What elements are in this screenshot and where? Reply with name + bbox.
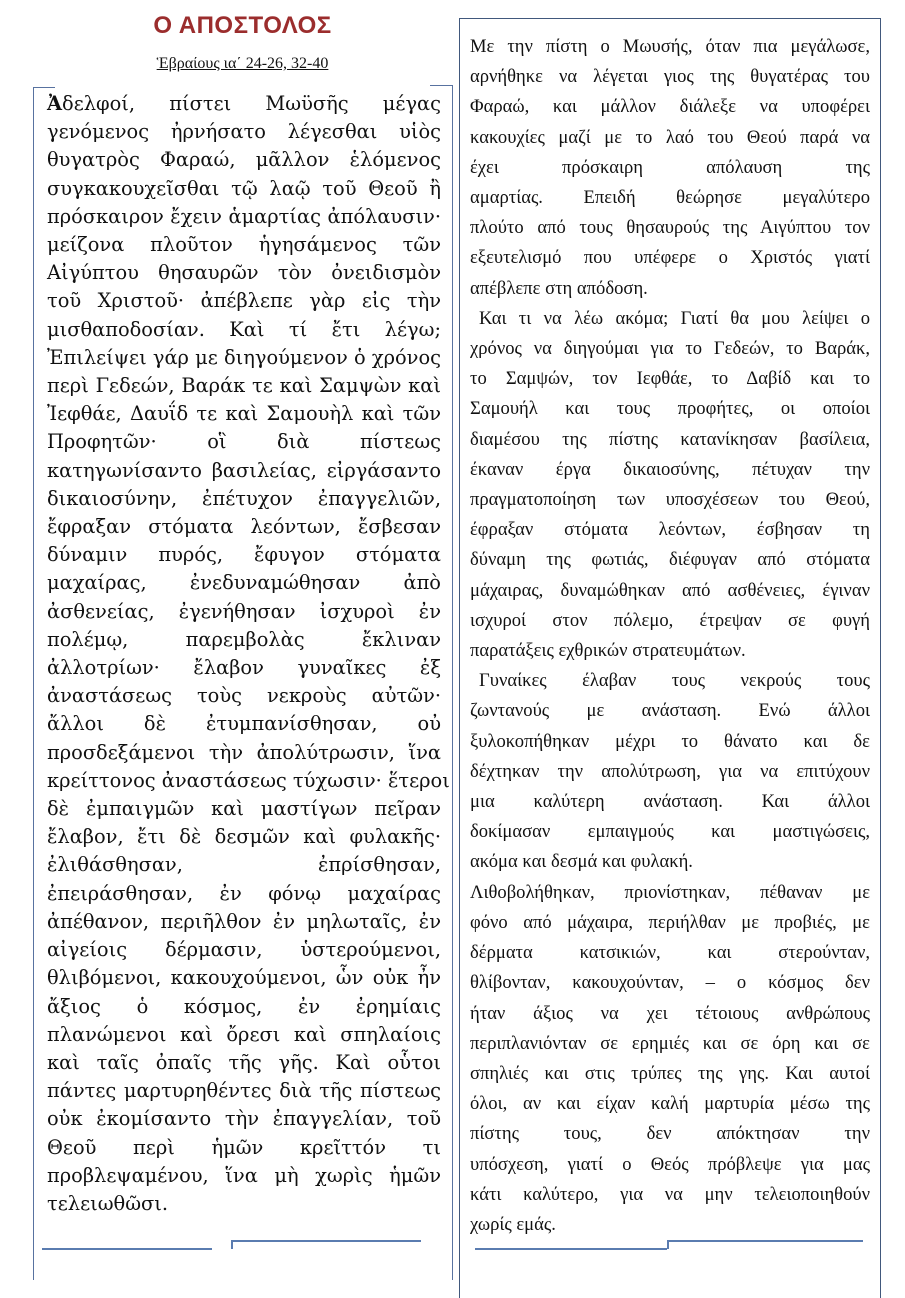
original-text-line: Ἀδελφοί, πίστει Μωϋσῆς μέγας: [47, 92, 441, 115]
translation-text-line: πραγματοποίηση των υποσχέσεων του Θεού,: [470, 489, 870, 511]
original-text-line: Αἰγύπτου θησαυρῶν τὸν ὀνειδισμὸν: [47, 261, 441, 285]
translation-text-line: μια καλύτερη ανάσταση. Και άλλοι: [470, 791, 870, 813]
original-text-line: ἀναστάσεως τοὺς νεκροὺς αὐτῶν·: [47, 684, 441, 708]
original-text-line: δὲ ἐμπαιγμῶν καὶ μαστίγων πεῖραν: [47, 797, 441, 821]
original-text-line: συγκακουχεῖσθαι τῷ λαῷ τοῦ Θεοῦ ἢ: [47, 176, 441, 200]
translation-text-line: διαμέσου της πίστης κατανίκησαν βασίλεια,: [470, 428, 870, 450]
original-text-line: ἀπέθανον, περιῆλθον ἐν μηλωταῖς, ἐν: [47, 909, 441, 933]
translation-text-line: ακόμα και δεσμά και φυλακή.: [470, 851, 693, 873]
original-text-line: ἀσθενείας, ἐγενήθησαν ἰσχυροὶ ἐν: [47, 599, 441, 623]
translation-text-line: πίστης τους, δεν απόκτησαν την: [470, 1123, 870, 1145]
translation-text-line: πλούτο από τους θησαυρούς της Αιγύπτου τον: [470, 217, 870, 239]
translation-text-line: χωρίς εμάς.: [470, 1213, 556, 1235]
translation-text-line: μάχαιρας, δυναμώθηκαν από ασθένειες, έγιναν: [470, 579, 870, 601]
translation-text-line: αμαρτίας. Επειδή θεώρησε μεγαλύτερο: [470, 187, 870, 209]
translation-text-line: χρόνος να διηγούμαι για το Γεδεών, το Βαράκ,: [470, 338, 870, 360]
original-text-line: γενόμενος ἠρνήσατο λέγεσθαι υἱὸς: [47, 120, 441, 144]
original-text-line: πλανώμενοι καὶ ὄρεσι καὶ σπηλαίοις: [47, 1022, 441, 1046]
original-text: [47, 90, 450, 1218]
translation-text-line: κάτι καλύτερο, για να μην τελειοποιηθούν: [470, 1183, 870, 1205]
translation-text-line: κακουχίες μαζί με το λαό του Θεού παρά να: [470, 126, 870, 148]
original-text-line: ἐλιθάσθησαν, ἐπρίσθησαν,: [47, 853, 441, 877]
original-text-line: κρείττονος ἀναστάσεως τύχωσιν· ἕτεροι: [47, 768, 450, 792]
original-text-line: προβλεψαμένου, ἵνα μὴ χωρὶς ἡμῶν: [47, 1163, 441, 1187]
original-text-line: θλιβόμενοι, κακουχούμενοι, ὧν οὐκ ἦν: [47, 966, 441, 990]
original-text-line: οὐκ ἐκομίσαντο τὴν ἐπαγγελίαν, τοῦ: [47, 1107, 441, 1131]
translation-text-line: φόνο από μάχαιρα, περιήλθαν με προβιές, με: [470, 911, 870, 933]
original-text-line: μισθαποδοσίαν. Καὶ τί ἔτι λέγω;: [47, 317, 441, 341]
original-text-line: περὶ Γεδεών, Βαράκ τε καὶ Σαμψὼν καὶ: [47, 374, 441, 398]
original-text-line: Ἰεφθάε, Δαυΐδ τε καὶ Σαμουὴλ καὶ τῶν: [47, 402, 441, 426]
translation-text-line: Λιθοβολήθηκαν, πριονίστηκαν, πέθαναν με: [470, 881, 870, 903]
original-text-line: ἔλαβον, ἔτι δὲ δεσμῶν καὶ φυλακῆς·: [47, 825, 441, 849]
translation-text-line: ζωντανούς με ανάσταση. Ενώ άλλοι: [470, 700, 870, 722]
translation-text-line: έκαναν έργα δικαιοσύνης, πέτυχαν την: [470, 458, 870, 480]
translation-text-line: το Σαμψών, τον Ιεφθάε, το Δαβίδ και το: [470, 368, 870, 390]
original-text-line: ἄξιος ὁ κόσμος, ἐν ἐρημίαις: [47, 994, 441, 1018]
translation-text-line: Γυναίκες έλαβαν τους νεκρούς τους: [479, 670, 870, 692]
page-title: Ο ΑΠΟΣΤΟΛΟΣ: [153, 12, 332, 39]
original-text-line: πρόσκαιρον ἔχειν ἁμαρτίας ἀπόλαυσιν·: [47, 204, 441, 228]
translation-text-line: αρνήθηκε να λέγεται γιος της θυγατέρας του: [470, 66, 870, 88]
original-text-line: Προφητῶν· οἳ διὰ πίστεως: [47, 430, 441, 454]
original-text-line: προσδεξάμενοι τὴν ἀπολύτρωσιν, ἵνα: [47, 740, 441, 764]
translation-text-line: δοκίμασαν εμπαιγμούς και μαστιγώσεις,: [470, 821, 870, 843]
left-end-rule-a: [42, 1248, 212, 1250]
original-text-line: τελειωθῶσι.: [47, 1191, 169, 1215]
translation-text-line: εξευτελισμό που υπέφερε ο Χριστός γιατί: [470, 247, 870, 269]
translation-text-line: Με την πίστη ο Μωυσής, όταν πια μεγάλωσε,: [470, 36, 870, 57]
original-text-line: μαχαίρας, ἐνεδυναμώθησαν ἀπὸ: [47, 571, 441, 595]
translation-text-line: όλοι, αν και είχαν καλή μαρτυρία μέσω της: [470, 1093, 870, 1115]
scripture-reference: [0, 55, 485, 73]
translation-text-line: παρατάξεις εχθρικών στρατευμάτων.: [470, 640, 746, 662]
translation-text-line: υπόσχεση, γιατί ο Θεός πρόβλεψε για μας: [470, 1153, 870, 1175]
translation-text-line: δύναμη της φωτιάς, διέφυγαν από στόματα: [470, 549, 870, 571]
translation-text-line: απέβλεπε στη απόδοση.: [470, 277, 648, 299]
translation-text-line: ήταν άξιος να χει τέτοιους ανθρώπους: [470, 1002, 870, 1024]
original-text-line: κατηγωνίσαντο βασιλείας, εἰργάσαντο: [47, 458, 441, 482]
original-text-line: πάντες μαρτυρηθέντες διὰ τῆς πίστεως: [47, 1079, 441, 1103]
scripture-reference-text: Ἑβραίους ια΄ 24-26, 32-40: [156, 55, 329, 72]
left-frame-top-right: [430, 85, 452, 86]
right-end-rule-a: [475, 1248, 667, 1250]
original-text-line: ἔφραξαν στόματα λεόντων, ἔσβεσαν: [47, 515, 441, 539]
original-text-line: δύναμιν πυρός, ἔφυγον στόματα: [47, 543, 441, 567]
left-frame-top-left: [33, 87, 55, 88]
translation-text-line: δέρματα κατσικιών, και στερούνταν,: [470, 942, 870, 964]
translation-text-line: περιπλανιόνταν σε ερημιές και σε όρη και σε: [470, 1032, 870, 1054]
translation-text-line: Φαραώ, και μάλλον διάλεξε να υποφέρει: [470, 96, 870, 118]
right-end-rule-b: [667, 1240, 863, 1242]
translation-text-line: ισχυροί στον πόλεμο, έτρεψαν σε φυγή: [470, 609, 870, 631]
translation-text-line: ξυλοκοπήθηκαν μέχρι το θάνατο και δε: [470, 730, 870, 752]
original-text-line: αἰγείοις δέρμασιν, ὑστερούμενοι,: [47, 938, 441, 962]
original-text-line: τοῦ Χριστοῦ· ἀπέβλεπε γὰρ εἰς τὴν: [47, 289, 441, 313]
left-end-rule-b: [231, 1240, 421, 1242]
translation-text-line: δέχτηκαν την απολύτρωση, για να επιτύχουν: [470, 760, 870, 782]
original-text-line: καὶ ταῖς ὀπαῖς τῆς γῆς. Καὶ οὗτοι: [47, 1050, 441, 1074]
original-text-line: Ἐπιλείψει γάρ με διηγούμενον ὁ χρόνος: [47, 345, 441, 369]
original-text-line: ἀλλοτρίων· ἔλαβον γυναῖκες ἐξ: [47, 656, 441, 680]
translation-text-line: θλίβονταν, κακουχούνταν, – ο κόσμος δεν: [470, 972, 870, 994]
original-text-line: πολέμῳ, παρεμβολὰς ἔκλιναν: [47, 627, 441, 651]
left-frame-left-edge: [33, 87, 34, 1280]
original-text-line: μείζονα πλοῦτον ἡγησάμενος τῶν: [47, 233, 441, 257]
translation-text-line: Και τι να λέω ακόμα; Γιατί θα μου λείψει ο: [479, 307, 870, 329]
translation-text: [470, 32, 870, 1240]
original-text-line: δικαιοσύνην, ἐπέτυχον ἐπαγγελιῶν,: [47, 486, 441, 510]
translation-text-line: Σαμουήλ και τους προφήτες, οι οποίοι: [470, 398, 870, 420]
original-text-line: θυγατρὸς Φαραώ, μᾶλλον ἑλόμενος: [47, 148, 441, 172]
original-text-line: ἄλλοι δὲ ἐτυμπανίσθησαν, οὐ: [47, 712, 441, 736]
translation-text-line: έφραξαν στόματα λεόντων, έσβησαν τη: [470, 519, 870, 541]
original-text-line: ἐπειράσθησαν, ἐν φόνῳ μαχαίρας: [47, 881, 441, 905]
original-text-line: Θεοῦ περὶ ἡμῶν κρεῖττόν τι: [47, 1135, 441, 1159]
left-frame-right-edge: [452, 85, 453, 1280]
translation-text-line: σπηλιές και στις τρύπες της γης. Και αυτοί: [470, 1062, 870, 1084]
translation-text-line: έχει πρόσκαιρη απόλαυση της: [470, 156, 870, 178]
